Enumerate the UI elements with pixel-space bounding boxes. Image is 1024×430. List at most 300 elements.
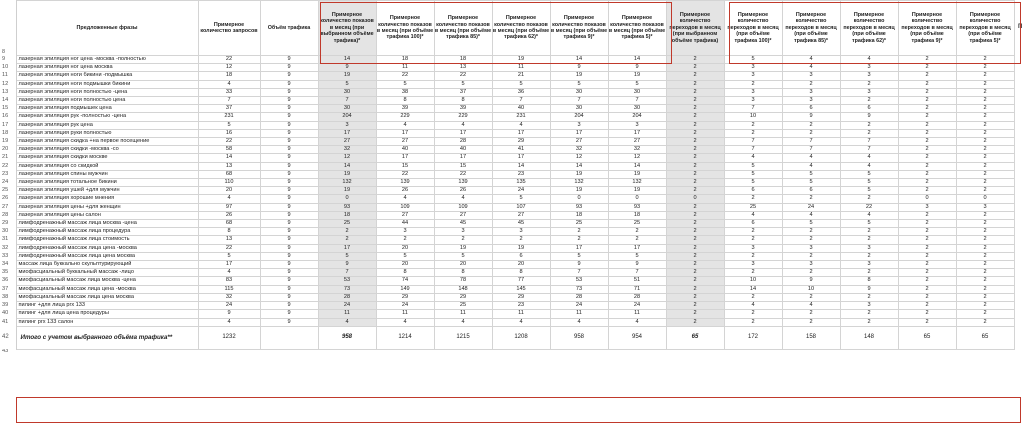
table-row xyxy=(0,228,1014,236)
queries-cell: 17 xyxy=(198,261,260,269)
queries-cell: 24 xyxy=(198,302,260,310)
impressions-9-cell: 0 xyxy=(550,195,608,203)
phrase-cell: лазерная эпиляция ноги полностью -цена xyxy=(16,88,198,96)
impressions-9-cell: 19 xyxy=(550,187,608,195)
impressions-62-cell: 27 xyxy=(492,211,550,219)
traffic-cell: 9 xyxy=(260,302,318,310)
clicks-9-cell: 2 xyxy=(898,146,956,154)
clicks-62-cell: 2 xyxy=(840,293,898,301)
impressions-5-cell: 2 xyxy=(608,228,666,236)
clicks-selected-cell: 2 xyxy=(666,187,724,195)
impressions-selected-cell: 132 xyxy=(318,179,376,187)
impressions-100-cell: 18 xyxy=(376,56,434,64)
traffic-cell: 9 xyxy=(260,187,318,195)
impressions-5-cell: 3 xyxy=(608,121,666,129)
row-number: 42 xyxy=(0,326,16,349)
clicks-5-cell: 2 xyxy=(956,64,1014,72)
header-clicks-5: Примерное количество переходов в месяц (при объёме трафика 5)* xyxy=(956,1,1014,56)
impressions-85-cell: 5 xyxy=(434,252,492,260)
clicks-100-cell: 3 xyxy=(724,64,782,72)
impressions-85-cell: 11 xyxy=(434,310,492,318)
clicks-85-cell: 2 xyxy=(782,228,840,236)
impressions-9-cell: 132 xyxy=(550,179,608,187)
clicks-85-cell: 9 xyxy=(782,113,840,121)
table-row xyxy=(0,121,1014,129)
header-impressions-5: Примерное количество показов в месяц (при объёме трафика 5)* xyxy=(608,1,666,56)
impressions-85-cell: 25 xyxy=(434,302,492,310)
clicks-85-cell: 3 xyxy=(782,261,840,269)
clicks-9-cell: 2 xyxy=(898,236,956,244)
traffic-cell: 9 xyxy=(260,195,318,203)
clicks-9-cell: 2 xyxy=(898,211,956,219)
impressions-5-cell: 32 xyxy=(608,146,666,154)
clicks-100-cell: 2 xyxy=(724,121,782,129)
impressions-100-cell: 149 xyxy=(376,285,434,293)
impressions-85-cell: 15 xyxy=(434,162,492,170)
clicks-85-cell: 3 xyxy=(782,244,840,252)
clicks-5-cell: 2 xyxy=(956,129,1014,137)
queries-cell: 110 xyxy=(198,179,260,187)
impressions-62-cell: 11 xyxy=(492,64,550,72)
impressions-62-cell: 23 xyxy=(492,302,550,310)
impressions-5-cell: 93 xyxy=(608,203,666,211)
clicks-5-cell: 2 xyxy=(956,170,1014,178)
clicks-100-cell: 4 xyxy=(724,302,782,310)
clicks-selected-cell: 2 xyxy=(666,244,724,252)
traffic-cell: 9 xyxy=(260,138,318,146)
row-number: 34 xyxy=(0,261,16,269)
queries-cell: 4 xyxy=(198,318,260,326)
total-highlight-frame xyxy=(16,397,1021,423)
clicks-62-cell: 7 xyxy=(840,138,898,146)
queries-cell: 5 xyxy=(198,121,260,129)
impressions-9-cell: 9 xyxy=(550,261,608,269)
impressions-62-cell: 41 xyxy=(492,146,550,154)
impressions-selected-cell: 7 xyxy=(318,97,376,105)
queries-cell: 32 xyxy=(198,293,260,301)
clicks-62-cell: 9 xyxy=(840,285,898,293)
total-clicks-selected: 65 xyxy=(666,326,724,349)
clicks-100-cell: 2 xyxy=(724,236,782,244)
impressions-62-cell: 6 xyxy=(492,252,550,260)
clicks-62-cell: 2 xyxy=(840,97,898,105)
impressions-5-cell: 25 xyxy=(608,220,666,228)
impressions-selected-cell: 30 xyxy=(318,105,376,113)
row-number: 13 xyxy=(0,88,16,96)
impressions-62-cell: 135 xyxy=(492,179,550,187)
clicks-100-cell: 2 xyxy=(724,269,782,277)
queries-cell: 37 xyxy=(198,105,260,113)
clicks-85-cell: 3 xyxy=(782,88,840,96)
clicks-selected-cell: 2 xyxy=(666,252,724,260)
impressions-selected-cell: 18 xyxy=(318,211,376,219)
clicks-100-cell: 7 xyxy=(724,105,782,113)
impressions-100-cell: 27 xyxy=(376,138,434,146)
clicks-9-cell: 2 xyxy=(898,170,956,178)
total-impressions-selected: 958 xyxy=(318,326,376,349)
clicks-100-cell: 2 xyxy=(724,310,782,318)
row-number: 35 xyxy=(0,269,16,277)
clicks-selected-cell: 2 xyxy=(666,293,724,301)
clicks-5-cell: 2 xyxy=(956,88,1014,96)
total-impressions-85: 1215 xyxy=(434,326,492,349)
clicks-9-cell: 2 xyxy=(898,285,956,293)
clicks-9-cell: 2 xyxy=(898,129,956,137)
impressions-100-cell: 24 xyxy=(376,302,434,310)
impressions-selected-cell: 2 xyxy=(318,228,376,236)
phrase-cell: лазерная эпиляция рук цена xyxy=(16,121,198,129)
row-number: 38 xyxy=(0,293,16,301)
impressions-5-cell: 19 xyxy=(608,72,666,80)
impressions-85-cell: 18 xyxy=(434,56,492,64)
clicks-selected-cell: 2 xyxy=(666,170,724,178)
impressions-100-cell: 11 xyxy=(376,64,434,72)
clicks-9-cell: 2 xyxy=(898,138,956,146)
impressions-selected-cell: 7 xyxy=(318,269,376,277)
impressions-100-cell: 11 xyxy=(376,310,434,318)
impressions-selected-cell: 19 xyxy=(318,72,376,80)
traffic-cell: 9 xyxy=(260,162,318,170)
queries-cell: 4 xyxy=(198,195,260,203)
table-row xyxy=(0,146,1014,154)
queries-cell: 26 xyxy=(198,211,260,219)
impressions-5-cell: 19 xyxy=(608,170,666,178)
clicks-62-cell: 4 xyxy=(840,211,898,219)
impressions-selected-cell: 11 xyxy=(318,310,376,318)
clicks-9-cell: 2 xyxy=(898,80,956,88)
impressions-5-cell: 18 xyxy=(608,211,666,219)
clicks-9-cell: 2 xyxy=(898,244,956,252)
clicks-5-cell: 2 xyxy=(956,277,1014,285)
impressions-5-cell: 51 xyxy=(608,277,666,285)
traffic-cell: 9 xyxy=(260,72,318,80)
traffic-cell: 9 xyxy=(260,244,318,252)
table-row xyxy=(0,170,1014,178)
clicks-85-cell: 7 xyxy=(782,138,840,146)
clicks-62-cell: 2 xyxy=(840,228,898,236)
queries-cell: 14 xyxy=(198,154,260,162)
impressions-85-cell: 3 xyxy=(434,228,492,236)
clicks-85-cell: 4 xyxy=(782,162,840,170)
clicks-9-cell: 2 xyxy=(898,302,956,310)
clicks-85-cell: 4 xyxy=(782,211,840,219)
table-row xyxy=(0,187,1014,195)
clicks-100-cell: 3 xyxy=(724,244,782,252)
table-row xyxy=(0,129,1014,137)
phrase-cell: пилинг +для лица prx 133 xyxy=(16,302,198,310)
header-impressions-85: Примерное количество показов в месяц (при объёме трафика 85)* xyxy=(434,1,492,56)
clicks-selected-cell: 2 xyxy=(666,302,724,310)
impressions-62-cell: 107 xyxy=(492,203,550,211)
impressions-100-cell: 38 xyxy=(376,88,434,96)
row-number: 31 xyxy=(0,236,16,244)
clicks-selected-cell: 2 xyxy=(666,261,724,269)
total-impressions-100: 1214 xyxy=(376,326,434,349)
clicks-100-cell: 3 xyxy=(724,88,782,96)
clicks-selected-cell: 2 xyxy=(666,277,724,285)
clicks-selected-cell: 2 xyxy=(666,105,724,113)
row-number: 15 xyxy=(0,105,16,113)
queries-cell: 18 xyxy=(198,72,260,80)
clicks-selected-cell: 2 xyxy=(666,121,724,129)
total-clicks-100: 172 xyxy=(724,326,782,349)
clicks-9-cell: 2 xyxy=(898,269,956,277)
header-impressions-9: Примерное количество показов в месяц (при объёме трафика 9)* xyxy=(550,1,608,56)
impressions-9-cell: 14 xyxy=(550,162,608,170)
phrase-cell: лазерная эпиляция скидки -москва -со xyxy=(16,146,198,154)
clicks-85-cell: 10 xyxy=(782,285,840,293)
impressions-9-cell: 204 xyxy=(550,113,608,121)
impressions-100-cell: 39 xyxy=(376,105,434,113)
header-traffic: Объём трафика xyxy=(260,1,318,56)
clicks-5-cell: 2 xyxy=(956,285,1014,293)
clicks-62-cell: 8 xyxy=(840,277,898,285)
empty-cell xyxy=(666,349,724,355)
table-row xyxy=(0,56,1014,64)
clicks-85-cell: 5 xyxy=(782,220,840,228)
clicks-100-cell: 25 xyxy=(724,203,782,211)
clicks-selected-cell: 2 xyxy=(666,236,724,244)
header-queries: Примерное количество запросов xyxy=(198,1,260,56)
impressions-5-cell: 71 xyxy=(608,285,666,293)
table-row xyxy=(0,252,1014,260)
header-row xyxy=(0,1,1014,56)
clicks-62-cell: 2 xyxy=(840,252,898,260)
row-number: 30 xyxy=(0,228,16,236)
clicks-5-cell: 2 xyxy=(956,252,1014,260)
traffic-cell: 9 xyxy=(260,64,318,72)
queries-cell: 68 xyxy=(198,220,260,228)
row-number: 10 xyxy=(0,64,16,72)
traffic-cell: 9 xyxy=(260,121,318,129)
table-row xyxy=(0,64,1014,72)
queries-cell: 22 xyxy=(198,56,260,64)
impressions-85-cell: 4 xyxy=(434,121,492,129)
clicks-85-cell: 3 xyxy=(782,72,840,80)
clicks-selected-cell: 2 xyxy=(666,64,724,72)
impressions-selected-cell: 0 xyxy=(318,195,376,203)
impressions-5-cell: 12 xyxy=(608,154,666,162)
impressions-selected-cell: 19 xyxy=(318,170,376,178)
table-row xyxy=(0,203,1014,211)
traffic-cell: 9 xyxy=(260,220,318,228)
clicks-85-cell: 6 xyxy=(782,187,840,195)
phrase-cell: лазерная эпиляция ушей +для мужчин xyxy=(16,187,198,195)
clicks-62-cell: 5 xyxy=(840,187,898,195)
clicks-selected-cell: 2 xyxy=(666,211,724,219)
impressions-9-cell: 32 xyxy=(550,146,608,154)
clicks-9-cell: 2 xyxy=(898,179,956,187)
clicks-85-cell: 4 xyxy=(782,302,840,310)
row-number: 19 xyxy=(0,138,16,146)
clicks-85-cell: 3 xyxy=(782,97,840,105)
clicks-100-cell: 5 xyxy=(724,56,782,64)
clicks-100-cell: 3 xyxy=(724,97,782,105)
impressions-5-cell: 5 xyxy=(608,252,666,260)
clicks-5-cell: 2 xyxy=(956,121,1014,129)
impressions-62-cell: 145 xyxy=(492,285,550,293)
impressions-selected-cell: 204 xyxy=(318,113,376,121)
clicks-selected-cell: 2 xyxy=(666,146,724,154)
phrase-cell: лимфодренажный массаж лица цена москва xyxy=(16,252,198,260)
header-phrases: Предложенные фразы xyxy=(16,1,198,56)
clicks-5-cell: 2 xyxy=(956,179,1014,187)
clicks-62-cell: 2 xyxy=(840,195,898,203)
queries-cell: 9 xyxy=(198,310,260,318)
total-impressions-5: 954 xyxy=(608,326,666,349)
row-number: 26 xyxy=(0,195,16,203)
phrase-cell: лимфодренажный массаж лица стоимость xyxy=(16,236,198,244)
queries-cell: 22 xyxy=(198,138,260,146)
impressions-62-cell: 17 xyxy=(492,154,550,162)
clicks-9-cell: 2 xyxy=(898,88,956,96)
queries-cell: 115 xyxy=(198,285,260,293)
clicks-100-cell: 10 xyxy=(724,113,782,121)
impressions-9-cell: 19 xyxy=(550,170,608,178)
clicks-62-cell: 2 xyxy=(840,121,898,129)
impressions-100-cell: 27 xyxy=(376,211,434,219)
impressions-100-cell: 74 xyxy=(376,277,434,285)
impressions-62-cell: 23 xyxy=(492,170,550,178)
table-row xyxy=(0,277,1014,285)
impressions-85-cell: 17 xyxy=(434,154,492,162)
clicks-9-cell: 2 xyxy=(898,261,956,269)
impressions-85-cell: 29 xyxy=(434,293,492,301)
empty-cell xyxy=(550,349,608,355)
impressions-9-cell: 28 xyxy=(550,293,608,301)
impressions-9-cell: 30 xyxy=(550,105,608,113)
impressions-selected-cell: 14 xyxy=(318,56,376,64)
table-row xyxy=(0,162,1014,170)
clicks-9-cell: 2 xyxy=(898,318,956,326)
clicks-5-cell: 2 xyxy=(956,228,1014,236)
queries-cell: 13 xyxy=(198,236,260,244)
traffic-cell: 9 xyxy=(260,154,318,162)
clicks-85-cell: 4 xyxy=(782,64,840,72)
traffic-cell: 9 xyxy=(260,105,318,113)
impressions-62-cell: 36 xyxy=(492,88,550,96)
clicks-100-cell: 2 xyxy=(724,80,782,88)
queries-cell: 68 xyxy=(198,170,260,178)
clicks-9-cell: 2 xyxy=(898,277,956,285)
impressions-100-cell: 4 xyxy=(376,195,434,203)
impressions-85-cell: 19 xyxy=(434,244,492,252)
row-number: 11 xyxy=(0,72,16,80)
clicks-62-cell: 2 xyxy=(840,236,898,244)
impressions-85-cell: 28 xyxy=(434,138,492,146)
impressions-85-cell: 8 xyxy=(434,269,492,277)
total-queries: 1232 xyxy=(198,326,260,349)
phrase-cell: лазерная эпиляция ноги полностью цена xyxy=(16,97,198,105)
clicks-62-cell: 2 xyxy=(840,129,898,137)
clicks-5-cell: 2 xyxy=(956,220,1014,228)
total-row xyxy=(0,326,1014,349)
empty-cell xyxy=(956,349,1014,355)
impressions-85-cell: 148 xyxy=(434,285,492,293)
table-row xyxy=(0,244,1014,252)
impressions-100-cell: 8 xyxy=(376,269,434,277)
table-row xyxy=(0,220,1014,228)
clicks-selected-cell: 2 xyxy=(666,154,724,162)
empty-cell xyxy=(260,349,318,355)
impressions-5-cell: 14 xyxy=(608,56,666,64)
impressions-62-cell: 2 xyxy=(492,236,550,244)
empty-cell xyxy=(492,349,550,355)
impressions-9-cell: 17 xyxy=(550,244,608,252)
header-clicks-selected: Примерное количество переходов в месяц (при выбранном объёме трафика) xyxy=(666,1,724,56)
impressions-5-cell: 30 xyxy=(608,88,666,96)
clicks-85-cell: 2 xyxy=(782,236,840,244)
row-number: 23 xyxy=(0,170,16,178)
impressions-62-cell: 8 xyxy=(492,269,550,277)
impressions-62-cell: 231 xyxy=(492,113,550,121)
impressions-selected-cell: 2 xyxy=(318,236,376,244)
impressions-9-cell: 12 xyxy=(550,154,608,162)
table-row xyxy=(0,97,1014,105)
impressions-5-cell: 28 xyxy=(608,293,666,301)
clicks-5-cell: 2 xyxy=(956,56,1014,64)
queries-cell: 20 xyxy=(198,187,260,195)
impressions-85-cell: 229 xyxy=(434,113,492,121)
table-row xyxy=(0,113,1014,121)
impressions-9-cell: 2 xyxy=(550,236,608,244)
cut-off-column-header: П xyxy=(1018,24,1023,30)
impressions-62-cell: 29 xyxy=(492,138,550,146)
total-impressions-9: 958 xyxy=(550,326,608,349)
phrase-cell: лазерная эпиляция цены салон xyxy=(16,211,198,219)
row-number: 28 xyxy=(0,211,16,219)
clicks-9-cell: 2 xyxy=(898,162,956,170)
row-number: 39 xyxy=(0,302,16,310)
impressions-62-cell: 19 xyxy=(492,244,550,252)
clicks-62-cell: 6 xyxy=(840,105,898,113)
row-number: 9 xyxy=(0,56,16,64)
phrase-cell: миофасциальный массаж лица москва -цена xyxy=(16,277,198,285)
clicks-85-cell: 4 xyxy=(782,56,840,64)
clicks-9-cell: 2 xyxy=(898,187,956,195)
impressions-62-cell: 24 xyxy=(492,187,550,195)
row-number: 24 xyxy=(0,179,16,187)
impressions-5-cell: 19 xyxy=(608,187,666,195)
impressions-85-cell: 109 xyxy=(434,203,492,211)
impressions-selected-cell: 9 xyxy=(318,261,376,269)
impressions-9-cell: 7 xyxy=(550,269,608,277)
clicks-85-cell: 2 xyxy=(782,269,840,277)
impressions-62-cell: 4 xyxy=(492,318,550,326)
table-row xyxy=(0,154,1014,162)
impressions-85-cell: 39 xyxy=(434,105,492,113)
clicks-5-cell: 2 xyxy=(956,293,1014,301)
clicks-100-cell: 10 xyxy=(724,277,782,285)
queries-cell: 97 xyxy=(198,203,260,211)
impressions-62-cell: 14 xyxy=(492,162,550,170)
clicks-100-cell: 5 xyxy=(724,170,782,178)
impressions-100-cell: 4 xyxy=(376,318,434,326)
row-number: 17 xyxy=(0,121,16,129)
header-clicks-9: Примерное количество переходов в месяц (при объёме трафика 9)* xyxy=(898,1,956,56)
clicks-85-cell: 2 xyxy=(782,310,840,318)
row-number: 37 xyxy=(0,285,16,293)
clicks-selected-cell: 2 xyxy=(666,285,724,293)
clicks-100-cell: 4 xyxy=(724,154,782,162)
clicks-selected-cell: 2 xyxy=(666,138,724,146)
impressions-5-cell: 9 xyxy=(608,64,666,72)
table-row xyxy=(0,236,1014,244)
queries-cell: 22 xyxy=(198,244,260,252)
traffic-cell: 9 xyxy=(260,88,318,96)
table-row xyxy=(0,80,1014,88)
clicks-selected-cell: 2 xyxy=(666,228,724,236)
